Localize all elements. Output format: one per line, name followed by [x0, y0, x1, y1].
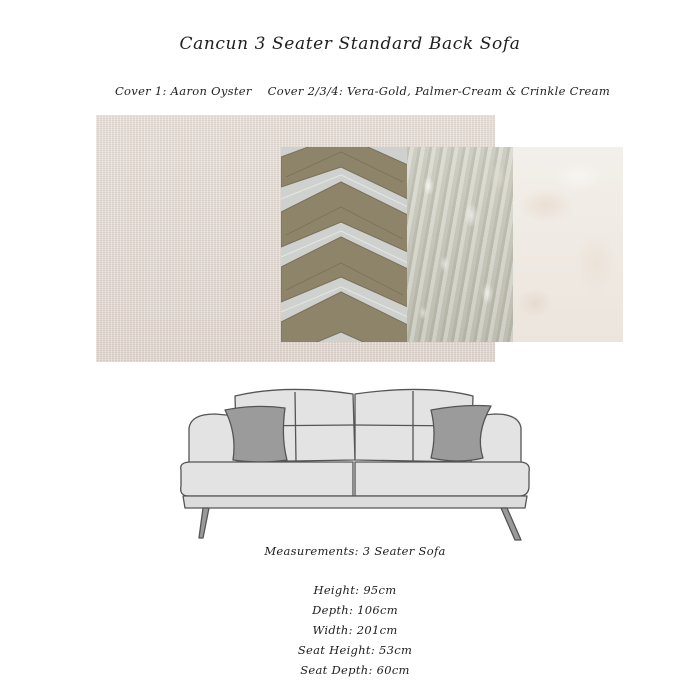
- fabric-swatch-crinkle-cream: [513, 147, 623, 342]
- cover-1-label: Cover 1: Aaron Oyster: [114, 84, 252, 98]
- fabric-swatch-palmer-cream: [407, 147, 514, 342]
- product-title: Cancun 3 Seater Standard Back Sofa: [179, 34, 521, 54]
- cover-options: [0, 84, 700, 98]
- measurement-height: Height: 95cm: [313, 583, 397, 597]
- measurement-seat-depth: Seat Depth: 60cm: [300, 663, 410, 677]
- measurement-width: Width: 201cm: [312, 623, 398, 637]
- measurement-seat-height: Seat Height: 53cm: [297, 643, 413, 657]
- measurements-heading: Measurements: 3 Seater Sofa: [264, 544, 446, 558]
- measurement-depth: Depth: 106cm: [312, 603, 398, 617]
- fabric-swatch-vera-gold: [281, 147, 408, 342]
- sofa-illustration: [175, 378, 535, 548]
- cover-2-3-4-label: Cover 2/3/4: Vera-Gold, Palmer-Cream & Crinkle Cream: [267, 84, 611, 98]
- measurements-list: [0, 580, 700, 680]
